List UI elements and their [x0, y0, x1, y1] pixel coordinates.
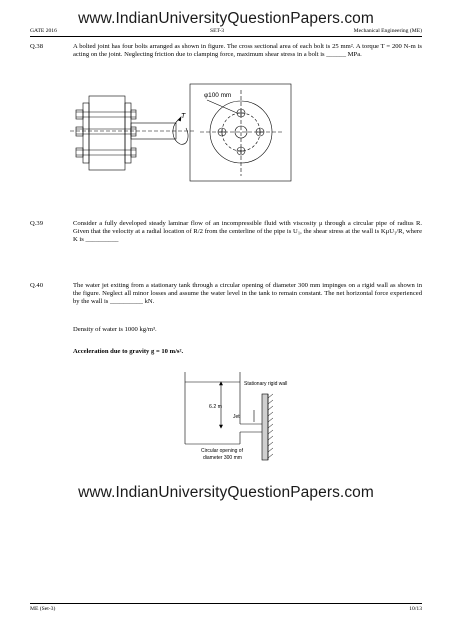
- watermark-top: www.IndianUniversityQuestionPapers.com: [78, 10, 374, 27]
- density-note: Density of water is 1000 kg/m³.: [73, 326, 157, 333]
- header-set: SET-3: [210, 28, 225, 34]
- rigid-wall: [262, 394, 268, 460]
- bolt-hole-right: [256, 128, 264, 136]
- wall-hatch: [268, 394, 273, 458]
- question-number: Q.38: [30, 43, 44, 50]
- jet-label: Jet: [233, 414, 240, 420]
- header-paper: Mechanical Engineering (ME): [353, 28, 422, 34]
- header-exam: GATE 2016: [30, 28, 57, 34]
- bolt-hole-left: [218, 128, 226, 136]
- side-flange: [89, 96, 125, 170]
- question-number: Q.40: [30, 282, 44, 289]
- torque-arrow: [173, 120, 188, 144]
- diameter-label: φ100 mm: [204, 92, 232, 99]
- question-text: A bolted joint has four bolts arranged as shown in figure. The cross sectional area of each bolt is 25 mm². A torque T = 200 N-m is acting on the joint. Neglecting friction due to clamping force, maximum shear stress in a bolt is ______ MPa.: [73, 43, 422, 59]
- question-text: The water jet exiting from a stationary tank through a circular opening of diameter 300 mm impinges on a rigid wall as shown in the figure. Neglect all minor losses and assume the water level in the tank to remain constant. The net horizontal force experienced by the wall is __________ kN.: [73, 282, 422, 306]
- question-text: Consider a fully developed steady laminar flow of an incompressible fluid with viscosity μ through a circular pipe of radius R. Given that the velocity at a radial location of R/2 from the centerline of the pipe is U₁, the shear stress at the wall is KμU₁/R, where K is __________: [73, 220, 422, 244]
- bolt-hole-bottom: [237, 147, 245, 155]
- footer-set: ME (Set-3): [30, 606, 56, 612]
- height-label: 6.2 m: [209, 404, 222, 410]
- torque-label: T: [181, 113, 186, 120]
- bolt-bottom: [76, 148, 136, 157]
- question-number: Q.39: [30, 220, 44, 227]
- watermark-bottom: www.IndianUniversityQuestionPapers.com: [78, 484, 374, 501]
- wall-label: Stationary rigid wall: [244, 381, 288, 387]
- opening-label-2: diameter 300 mm: [203, 455, 242, 461]
- footer-rule: [30, 603, 422, 604]
- page-number: 10/13: [409, 606, 422, 612]
- gravity-note: Acceleration due to gravity g = 10 m/s².: [73, 348, 184, 355]
- opening-label-1: Circular opening of: [201, 448, 243, 454]
- bolt-top: [76, 110, 136, 119]
- bolt-middle: [76, 127, 136, 136]
- bolt-hole-top: [237, 109, 245, 117]
